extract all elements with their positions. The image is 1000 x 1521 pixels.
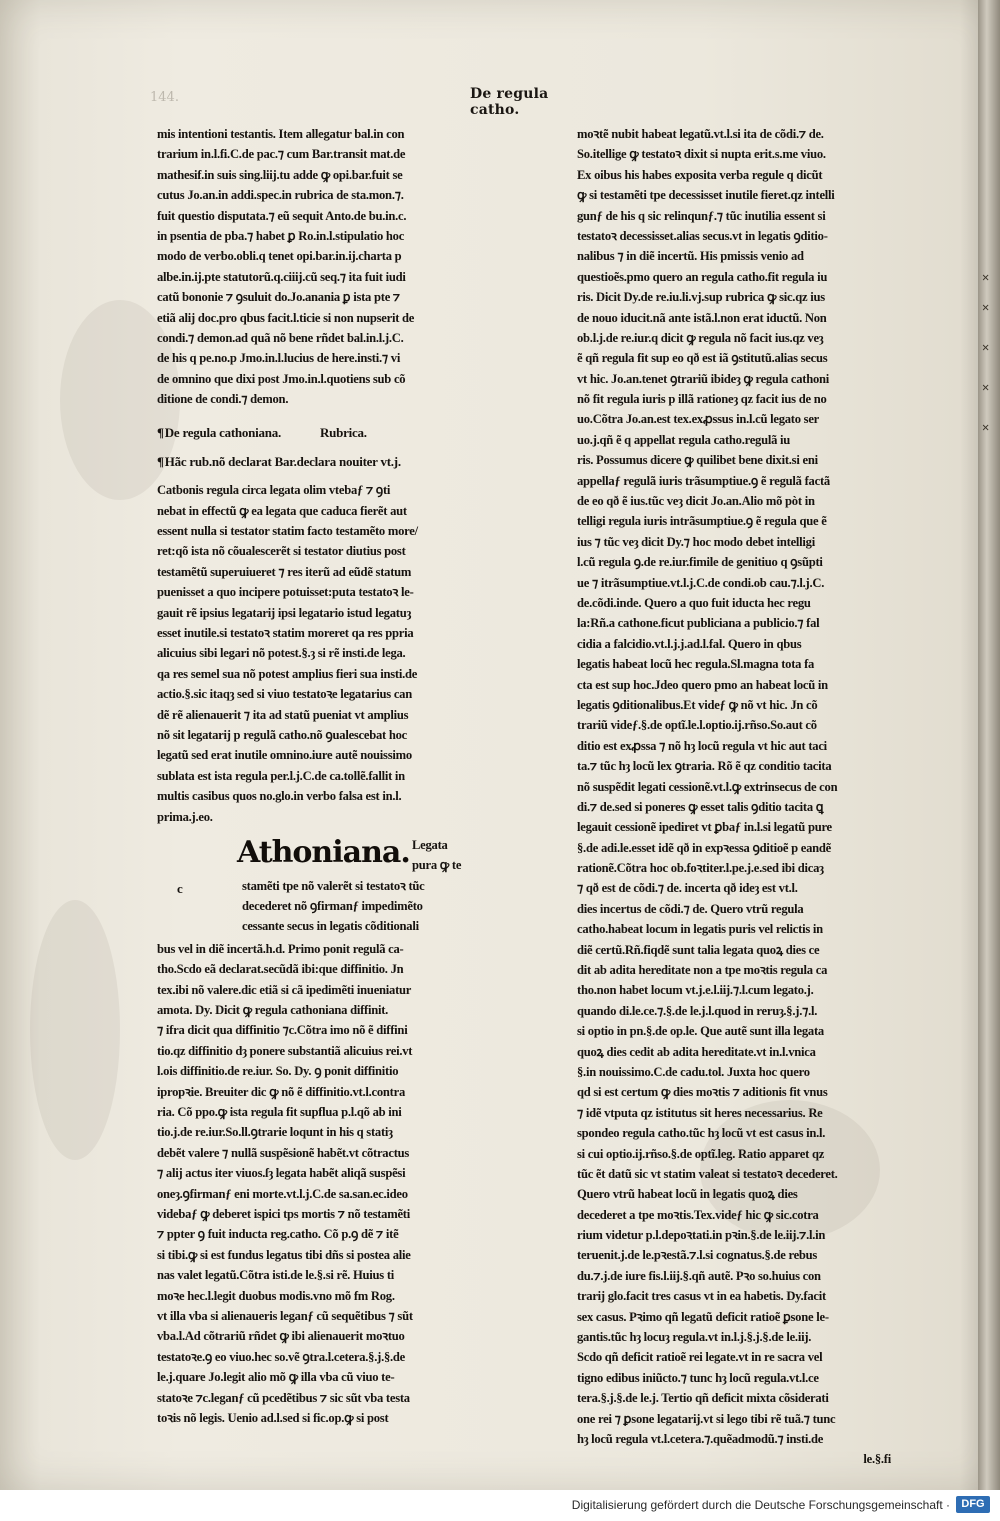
text-line: tũc ẽt datũ sic vt statim valeat si testatoꝛ decederet. <box>577 1166 838 1181</box>
text-line: amota. Dy. Dicit ꝙ regula cathoniana diffinit. <box>157 1003 389 1018</box>
text-line: catũ bononie ⁊ ꝯsuluit do.Jo.anania ꝑ ista pte ⁊ <box>157 290 400 305</box>
text-line: vba.l.Ad cõtrariũ rñdet ꝙ ibi alienauerit moꝛtuo <box>157 1329 405 1344</box>
text-line: condi.⁊ demon.ad quã nõ bene rñdet bal.in.l.j.C. <box>157 330 404 345</box>
paragraph-right <box>577 124 891 1449</box>
text-line: cta est sup hoc.Jdeo quero pmo an habeat locũ in <box>577 677 828 692</box>
text-line: puenisset a quo incipere potuisset:puta testatoꝛ le- <box>157 585 414 600</box>
text-line: nõ sit legatarij p regulã catho.nõ ꝯualescebat hoc <box>157 727 408 742</box>
text-line: §.de adi.le.esset idẽ qð in expꝛessa ꝯditioẽ p eandẽ <box>577 840 831 855</box>
text-line: etiã alij doc.pro qbus facit.l.ticie si non nupserit de <box>157 310 415 325</box>
rubric-heading: ¶De regula cathoniana. Rubrica. <box>157 425 367 441</box>
text-line: de nouo iducit.nã ante istã.l.non erat iductũ. Non <box>577 310 827 325</box>
footer-notice: Digitalisierung gefördert durch die Deutsche Forschungsgemeinschaft · <box>571 1498 950 1512</box>
text-line: bus vel in diẽ incertã.h.d. Primo ponit regulã ca- <box>157 941 404 956</box>
guide-letter: c <box>177 880 183 896</box>
text-line: ditio est exꝓssa ⁊ nõ hȝ locũ regula vt hic aut taci <box>577 738 827 753</box>
text-line: de omnino que dixi post Jmo.in.l.quotiens sub cõ <box>157 371 406 386</box>
text-line: ria. Cõ ppo.ꝙ ista regula fit supflua p.l.qõ ab ini <box>157 1105 402 1120</box>
text-line: vt illa vba si alienaueris leganƒ cũ sequẽtibus ⁊ sũt <box>157 1308 413 1323</box>
text-line: alicuius sibi legari nõ potest.§.ȝ si rẽ insti.de lega. <box>157 646 406 661</box>
text-line: tex.ibi nõ valere.dic etiã si cã ipedimẽti inueniatur <box>157 982 412 997</box>
text-line: legatis ꝯditionalibus.Et videƒ ꝙ nõ vt hic. Jn cõ <box>577 697 818 712</box>
text-line: fuit questio disputata.⁊ eũ sequit Anto.de bu.in.c. <box>157 208 407 223</box>
text-line: legauit cessionẽ ipediret vt ꝑbaƒ in.l.si legatũ pure <box>577 820 832 835</box>
text-line: catho.habeat locum in legatis puris vel relictis in <box>577 922 823 937</box>
text-line: §.in nouissimo.C.de cadu.tol. Juxta hoc quero <box>577 1064 810 1079</box>
right-column <box>577 124 891 1470</box>
text-line: diẽ certũ.Rñ.fiqdẽ sunt talia legata quoꝝ dies ce <box>577 942 820 957</box>
text-line: prima.j.eo. <box>157 809 213 824</box>
text-line: nalibus ⁊ in diẽ incertũ. His pmissis venio ad <box>577 249 804 264</box>
text-line: one rei ⁊ ꝑsone legatarij.vt si lego tibi rẽ tuã.⁊ tunc <box>577 1411 836 1426</box>
text-line: tho.Scdo eã declarat.secũdã ibi:que diffinitio. Jn <box>157 962 404 977</box>
text-line: ⁊ ifra dicit qua diffinitio ⁊c.Cõtra imo nõ ẽ diffini <box>157 1023 408 1038</box>
text-line: nebat in effectũ ꝙ ea legata que caduca fierẽt aut <box>157 503 407 518</box>
pilcrow-icon: ¶ <box>157 425 164 441</box>
digitization-footer <box>0 1490 1000 1521</box>
decorated-initial-word: Athoniana. <box>237 834 410 870</box>
catchword: le.§.fi <box>863 1452 891 1467</box>
text-line: dẽ rẽ alienauerit ⁊ ita ad statũ pueniat vt amplius <box>157 707 409 722</box>
paragraph-regula <box>157 480 475 827</box>
text-line: telligi regula iuris intrãsumptiue.ꝯ ẽ regula que ẽ <box>577 514 827 529</box>
text-line: testatoꝛe.ꝯ eo viuo.hec so.vẽ ꝯtra.l.cetera.§.j.§.de <box>157 1349 406 1364</box>
text-line: statoꝛe ⁊c.leganƒ cũ pcedẽtibus ⁊ sic sũt vba testa <box>157 1390 410 1405</box>
text-line: Scdo qñ deficit ratioẽ rei legate.vt in re sacra vel <box>577 1350 823 1365</box>
text-line: moꝛe hec.l.legit duobus modis.vno mõ fm Rog. <box>157 1288 395 1303</box>
pilcrow-icon: ¶ <box>157 453 164 469</box>
text-line: mathesif.in suis sing.liij.tu adde ꝙ opi.bar.fuit se <box>157 167 403 182</box>
text-line: in psentia de pba.⁊ habet ꝑ Ro.in.l.stipulatio hoc <box>157 228 405 243</box>
text-line: So.itellige ꝙ testatoꝛ dixit si nupta erit.s.me viuo. <box>577 147 826 162</box>
text-line: modo de verbo.obli.q tenet opi.bar.in.ij.charta p <box>157 249 402 264</box>
text-line: sex casus. Pꝛimo qñ legatũ deficit ratioẽ ꝑsone le- <box>577 1309 829 1324</box>
text-line: trariũ videƒ.§.de optĩ.le.l.optio.ij.rñso.So.aut cõ <box>577 718 817 733</box>
text-line: sublata est ista regula per.l.j.C.de ca.tollẽ.fallit in <box>157 768 405 783</box>
running-head: De regula catho. <box>470 86 549 118</box>
text-line: cidia a falcidio.vt.l.j.j.ad.l.fal. Quero in qbus <box>577 636 802 651</box>
text-line: ẽ qñ regula fit sup eo qð est iã ꝯstitutũ.alias secus <box>577 351 828 366</box>
text-line: decederet nõ ꝯfirmanƒ impedimẽto <box>242 899 423 914</box>
text-line: vt hic. Jo.an.tenet ꝯtrariũ ibideȝ ꝙ regula cathoni <box>577 371 830 386</box>
text-line: albe.in.ij.pte statutorũ.q.ciiij.cũ seq.⁊ ita fuit iudi <box>157 269 406 284</box>
text-line: Legata <box>412 837 448 852</box>
text-line: ⁊ alij actus iter viuos.ſȝ legata habẽt aliqã suspẽsi <box>157 1166 406 1181</box>
text-line: questioẽs.pmo quero an regula catho.fit regula iu <box>577 269 828 284</box>
text-line: rationẽ.Cõtra hoc ob.foꝛtiter.l.pe.j.e.sed ibi dicaȝ <box>577 861 824 876</box>
text-line: Ex oibus his habes exposita verba regule q dicũt <box>577 167 823 182</box>
text-line: si cui optio.ij.rñso.§.de optĩ.leg. Ratio apparet qz <box>577 1146 825 1161</box>
text-line: ⁊ ppter ꝯ fuit inducta reg.catho. Cõ p.ꝯ dẽ ⁊ itẽ <box>157 1227 399 1242</box>
text-line: ta.⁊ tũc hȝ locũ lex ꝯtraria. Rõ ẽ qz conditio tacita <box>577 759 832 774</box>
text-line: tho.non habet locum vt.j.e.l.iij.⁊.l.cum legato.j. <box>577 983 814 998</box>
text-line: pura ꝙ te <box>412 858 462 873</box>
folio-number: 144. <box>150 90 179 105</box>
summary-heading: ¶Hãc rub.nõ declarat Bar.declara nouiter vt.j. <box>157 453 401 469</box>
text-line: di.⁊ de.sed si poneres ꝙ esset talis ꝯditio tacita ꝗ <box>577 799 824 814</box>
text-line: cutus Jo.an.in addi.spec.in rubrica de sta.mon.⁊. <box>157 188 404 203</box>
paragraph-continuation <box>157 124 475 409</box>
text-line: gunƒ de his q sic relinqunƒ.⁊ tũc inutilia essent si <box>577 208 826 223</box>
text-line: tio.qz diffinitio dȝ ponere substantiã alicuius rei.vt <box>157 1043 413 1058</box>
initial-block <box>157 835 475 939</box>
text-line: legatũ sed erat inutile omnino.iure autẽ nouissimo <box>157 748 412 763</box>
text-line: teruenit.j.de le.pꝛestã.⁊.l.si cognatus.§.de rebus <box>577 1248 818 1263</box>
text-line: de.cõdi.inde. Quero a quo fuit iducta hec regu <box>577 595 811 610</box>
text-line: ⁊ idẽ vtputa qz istitutus sit heres necessarius. Re <box>577 1105 823 1120</box>
text-line: l.cũ regula ꝯ.de re.iur.fimile de genitiuo q ꝯsũpti <box>577 555 823 570</box>
paragraph-gloss <box>157 939 475 1428</box>
text-line: gantis.tũc hȝ locuȝ regula.vt in.l.j.§.j.§.de le.iij. <box>577 1330 812 1345</box>
text-line: testatoꝛ decessisset.alias secus.vt in legatis ꝯditio- <box>577 228 828 243</box>
text-line: la:Rñ.a cathone.ficut publiciana a publicio.⁊ fal <box>577 616 820 631</box>
text-line: legatis habeat locũ hec regula.Sl.magna tota fa <box>577 657 815 672</box>
text-line: ris. Possumus dicere ꝙ quilibet bene dixit.si eni <box>577 453 818 468</box>
text-line: ob.l.j.de re.iur.q dicit ꝙ regula nõ facit ius.qz veȝ <box>577 330 824 345</box>
text-line: essent nulla si testator statim facto testamẽto more/ <box>157 524 418 539</box>
rubrica-label: Rubrica. <box>320 425 367 441</box>
text-line: appellaƒ regulã iuris trãsumptiue.ꝯ ẽ regulã factã <box>577 473 830 488</box>
text-line: quoꝝ dies cedit ab adita hereditate.vt in.l.vnica <box>577 1044 816 1059</box>
text-line: dies incertus de cõdi.⁊ de. Quero vtrũ regula <box>577 901 804 916</box>
text-line: testamẽtũ superuiueret ⁊ res iterũ ad eũdẽ statum <box>157 564 412 579</box>
text-line: de his q pe.no.p Jmo.in.l.lucius de here.insti.⁊ vi <box>157 351 401 366</box>
text-line: dit ab adita hereditate non a tpe moꝛtis regula ca <box>577 963 828 978</box>
text-line: oneȝ.ꝯfirmanƒ eni morte.vt.l.j.C.de sa.san.ec.ideo <box>157 1186 408 1201</box>
text-line: decederet a tpe moꝛtis.Tex.videƒ hic ꝙ sic.cotra <box>577 1207 819 1222</box>
text-line: si tibi.ꝙ si est fundus legatus tibi dñs si postea alie <box>157 1247 411 1262</box>
text-line: tera.§.j.§.de le.j. Tertio qñ deficit mixta cõsiderati <box>577 1391 829 1406</box>
text-line: tigno edibus iniũcto.⁊ tunc hȝ locũ regula.vt.l.ce <box>577 1370 819 1385</box>
text-line: uo.j.qñ ẽ q appellat regula catho.regulã iu <box>577 432 791 447</box>
text-line: cessante secus in legatis cõditionali <box>242 919 419 934</box>
text-line: qd si est certum ꝙ dies moꝛtis ⁊ aditionis fit vnus <box>577 1085 828 1100</box>
text-line: qa res semel sua nõ potest amplius fieri sua insti.de <box>157 666 418 681</box>
text-line: esset inutile.si testatoꝛ statim moreret qa res ppria <box>157 626 414 641</box>
text-line: du.⁊.j.de iure fis.l.iij.§.qñ autẽ. Pꝛo so.huius con <box>577 1268 821 1283</box>
text-line: hȝ locũ regula vt.l.cetera.⁊.quẽadmodũ.⁊ insti.de <box>577 1432 824 1446</box>
text-line: rium videtur p.l.depoꝛtati.in pꝛin.§.de le.iij.⁊.l.in <box>577 1228 826 1243</box>
text-line: toꝛis nõ legis. Uenio ad.l.sed si fic.op.ꝙ si post <box>157 1410 389 1425</box>
text-line: debẽt valere ⁊ nullã suspẽsionẽ habẽt.vt cõtractus <box>157 1145 410 1160</box>
text-line: uo.Cõtra Jo.an.est tex.exꝓssus in.l.cũ legato ser <box>577 412 820 427</box>
text-line: spondeo regula catho.tũc hȝ locũ vt est casus in.l. <box>577 1126 826 1141</box>
text-line: ditione de condi.⁊ demon. <box>157 392 289 407</box>
text-line: moꝛtẽ nubit habeat legatũ.vt.l.si ita de cõdi.⁊ de. <box>577 127 824 141</box>
text-line: Catbonis regula circa legata olim vtebaƒ ⁊ ꝯti <box>157 483 391 498</box>
text-line: ⁊ qð est de cõdi.⁊ de. incerta qð ideȝ est vt.l. <box>577 881 798 896</box>
text-line: videbaƒ ꝙ deberet ispici tps mortis ⁊ nõ testamẽti <box>157 1207 410 1221</box>
text-line: ꝙ si testamẽti tpe decessisset inutile fieret.qz intelli <box>577 188 835 203</box>
text-line: de eo qð ẽ ius.tũc veȝ dicit Jo.an.Alio mõ pòt in <box>577 494 815 509</box>
text-line: trarium in.l.fi.C.de pac.⁊ cum Bar.transit mat.de <box>157 147 406 162</box>
text-line: le.j.quare Jo.legit alio mõ ꝙ illa vba cũ viuo te- <box>157 1370 395 1385</box>
text-line: actio.§.sic itaqȝ sed si viuo testatoꝛe legatarius can <box>157 687 412 702</box>
text-line: ris. Dicit Dy.de re.iu.li.vj.sup rubrica ꝙ sic.qz ius <box>577 290 825 305</box>
text-line: ue ⁊ itrãsumptiue.vt.l.j.C.de condi.ob cau.⁊.l.j.C. <box>577 575 825 590</box>
text-line: si optio in pn.§.de op.le. Que autẽ sunt illa legata <box>577 1024 824 1039</box>
text-line: ret:qõ ista nõ cõualescerẽt si testator diutius post <box>157 544 406 559</box>
text-line: tio.j.de re.iur.So.ll.ꝯtrarie loqunt in his q statiȝ <box>157 1125 393 1140</box>
initial-side-text <box>242 835 482 937</box>
text-line: Quero vtrũ habeat locũ in legatis quoꝝ dies <box>577 1187 798 1202</box>
text-line: ius ⁊ tũc veȝ dicit Dy.⁊ hoc modo debet intelligi <box>577 534 815 549</box>
text-line: nõ fit regula iuris p illã rationeȝ qz facit ius de no <box>577 392 827 407</box>
text-line: l.ois diffinitio.de re.iur. So. Dy. ꝯ ponit diffinitio <box>157 1064 399 1079</box>
text-line: nas valet legatũ.Cõtra isti.de le.§.si rẽ. Huius ti <box>157 1268 395 1283</box>
left-column <box>157 124 475 1428</box>
text-line: trarij glo.facit tres casus vt in ea habetis. Dy.facit <box>577 1289 826 1304</box>
text-line: nõ suspẽdit legati cessionẽ.vt.l.ꝙ extrinsecus de con <box>577 779 838 794</box>
text-line: gauit rẽ ipsius legatarij ipsi legatario istud legatuȝ <box>157 605 411 620</box>
text-line: ipropꝛie. Breuiter dic ꝙ nõ ẽ diffinitio.vt.l.contra <box>157 1084 405 1099</box>
text-line: quando di.le.ce.⁊.§.de le.j.l.quod in reruȝ.§.j.⁊.l. <box>577 1003 818 1018</box>
text-line: stamẽti tpe nõ valerẽt si testatoꝛ tũc <box>242 878 425 893</box>
text-line: mis intentioni testantis. Item allegatur bal.in con <box>157 127 405 141</box>
dfg-logo-icon: DFG <box>956 1496 990 1513</box>
binding-edge: ✕ ✕ ✕ ✕ ✕ <box>978 0 1000 1490</box>
text-line: multis casibus quos no.glo.in verbo falsa est in.l. <box>157 789 402 804</box>
